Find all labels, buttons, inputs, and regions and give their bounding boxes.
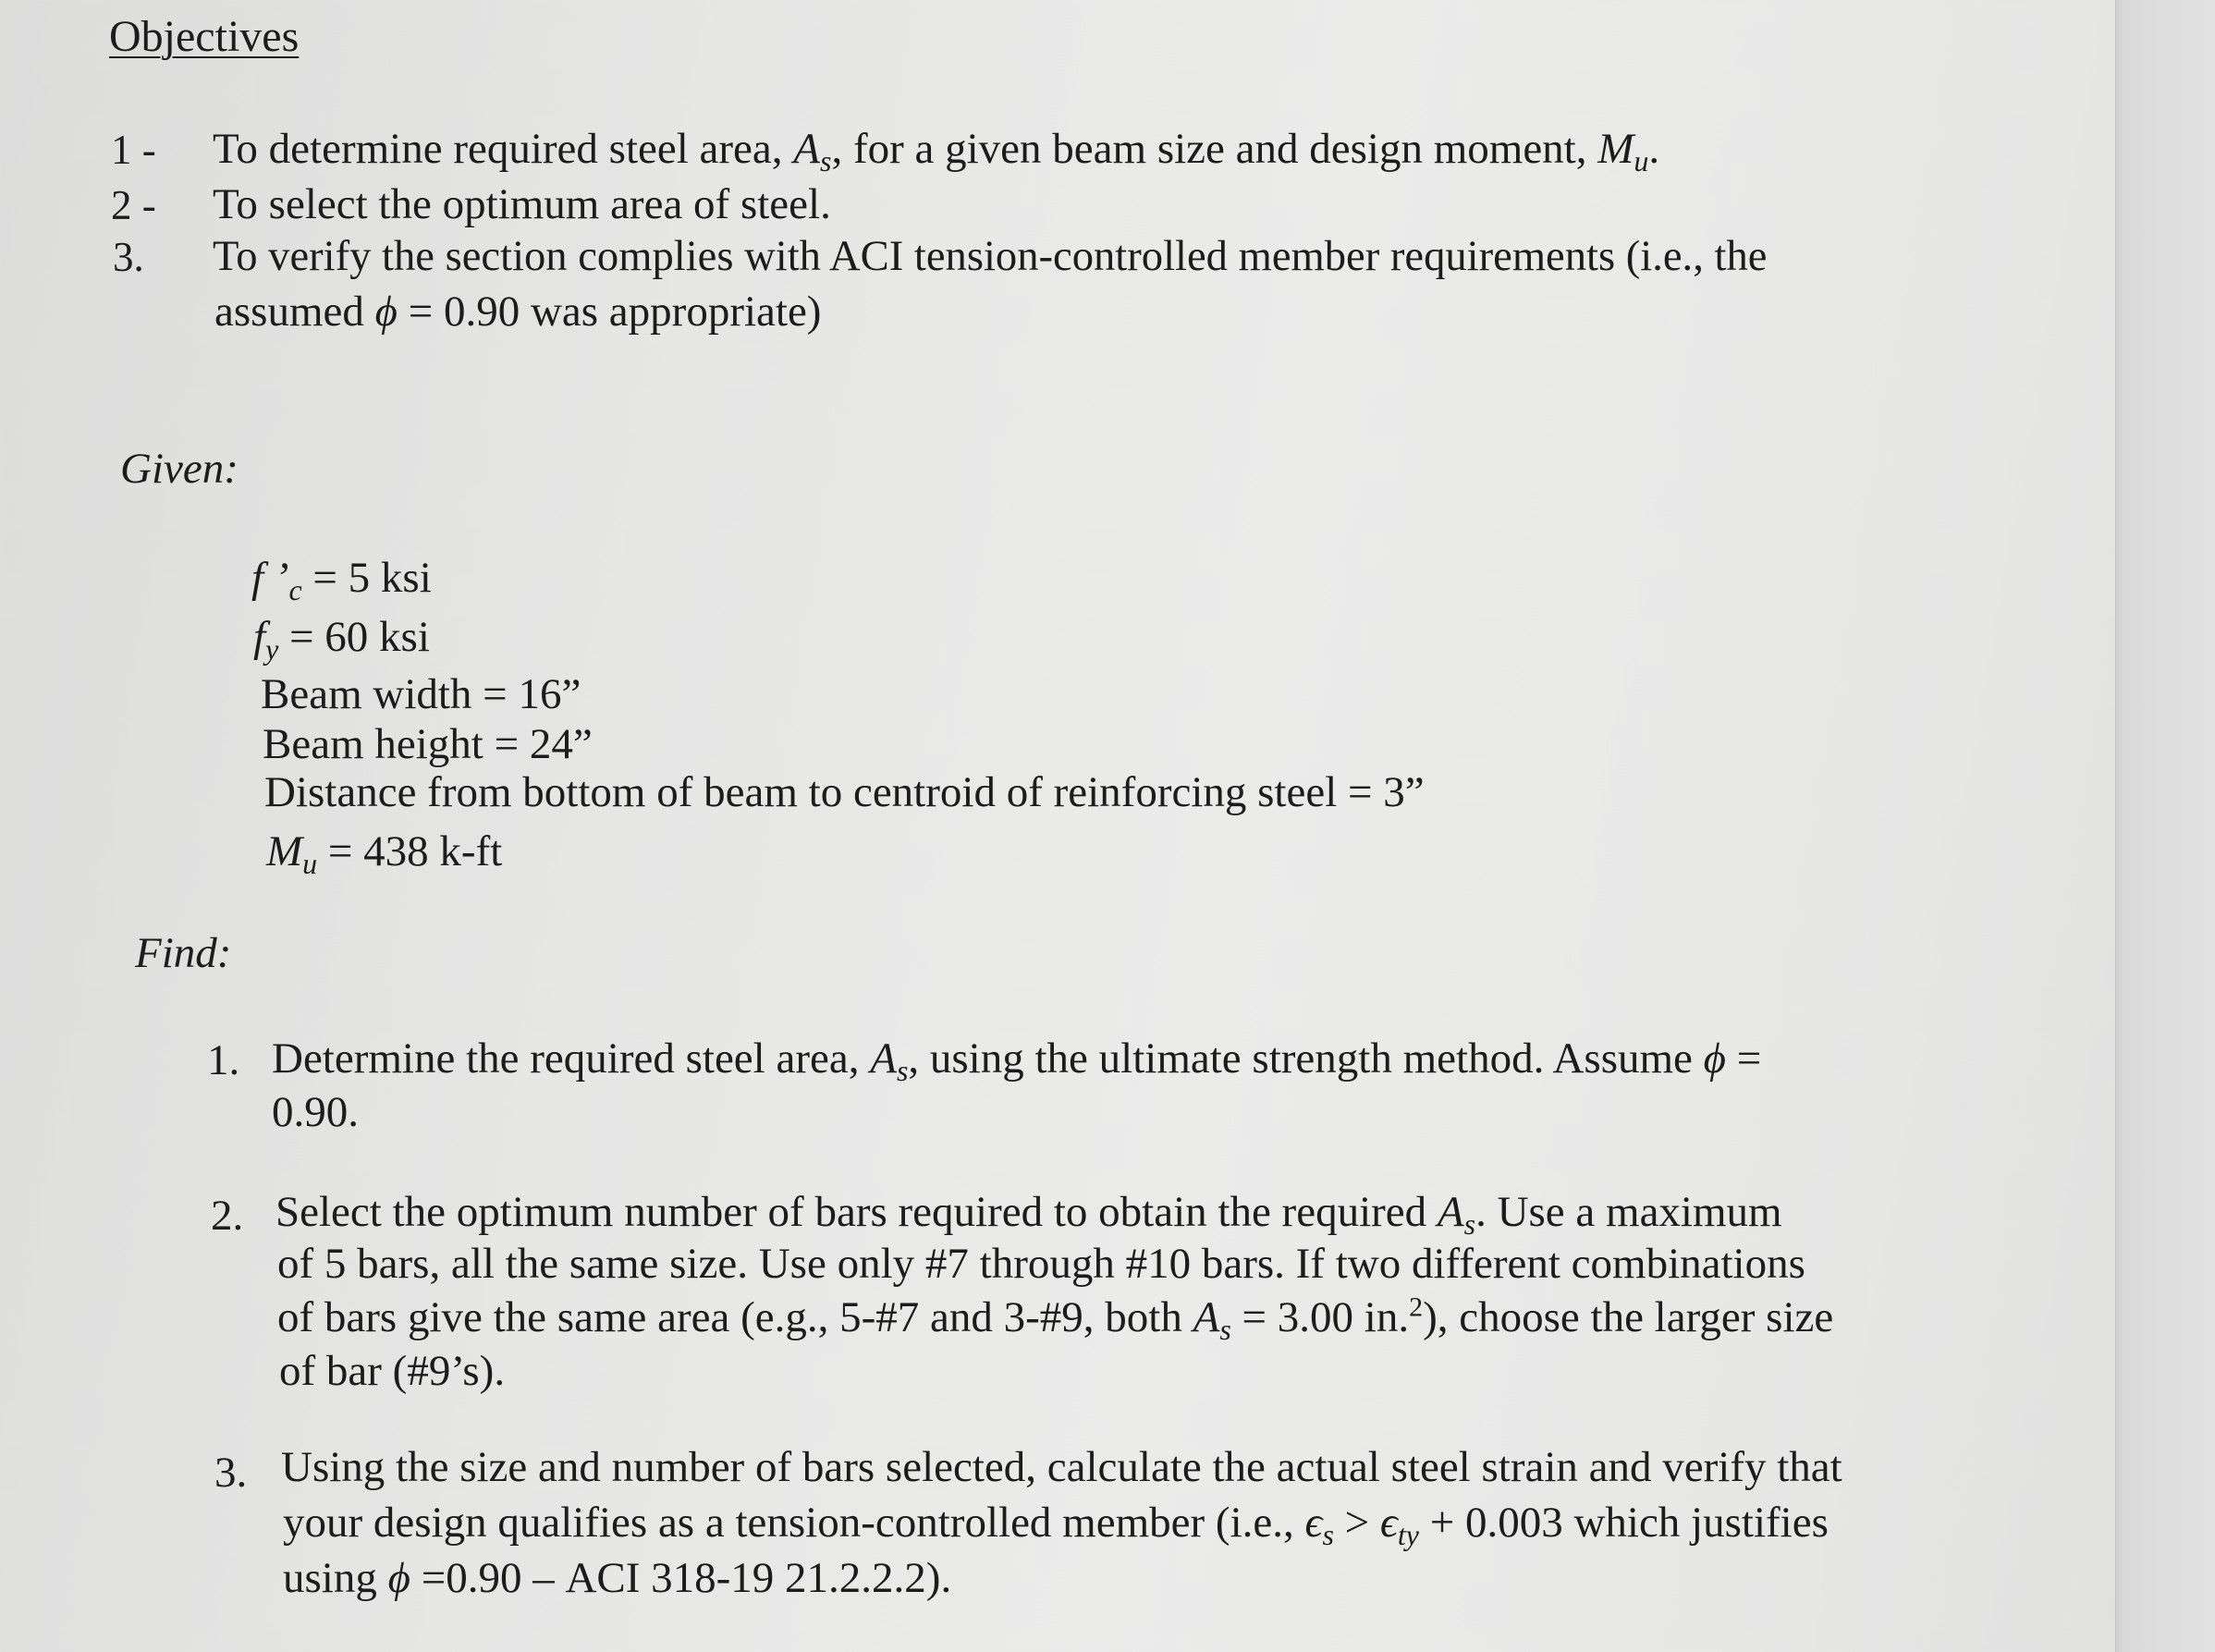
question-3-line-2: your design qualifies as a tension-controlled member (i.e., $\epsilon_s > \epsilon_{ty} + 0.003$ which justifies [283, 1499, 1829, 1551]
objective-3-line-1: To verify the section complies with ACI tension-controlled member requirements (i.e., the [213, 232, 1768, 280]
question-2-line-2: of 5 bars, all the same size. Use only #7 through #10 bars. If two different combinations [277, 1240, 1805, 1288]
given-fy: $f_y = 60$ ksi [253, 613, 430, 666]
question-1-number: 1. [207, 1036, 240, 1084]
question-1-line-1: Determine the required steel area, $A_s$, using the ultimate strength method. Assume ϕ = [272, 1034, 1762, 1087]
given-distance: Distance from bottom of beam to centroid of reinforcing steel = 3” [264, 768, 1425, 816]
objective-3-number: 3. [113, 234, 144, 280]
question-2-number: 2. [211, 1192, 244, 1240]
question-3-number: 3. [214, 1449, 248, 1497]
given-fc: f $’_c = 5$ ksi [251, 554, 432, 606]
question-3-line-3: using ϕ =0.90 – ACI 318-19 21.2.2.2). [283, 1554, 952, 1602]
question-1-line-2: 0.90. [272, 1088, 359, 1136]
objective-1-text: To determine required steel area, $A_s$, for a given beam size and design moment, $M_u$. [213, 125, 1660, 177]
question-3-line-1: Using the size and number of bars selected, calculate the actual steel strain and verify that [281, 1443, 1842, 1491]
given-beam-width: Beam width = 16” [261, 670, 581, 718]
question-2-line-1: Select the optimum number of bars required to obtain the required $A_s$. Use a maximum [275, 1188, 1782, 1241]
find-heading: Find: [135, 929, 232, 977]
objective-2-text: To select the optimum area of steel. [213, 180, 831, 228]
question-2-line-3: of bars give the same area (e.g., 5-#7 and 3-#9, both $A_s = 3.00$ in.$^2$), choose the larger size [277, 1291, 1834, 1346]
objective-2-number: 2 - [111, 182, 156, 228]
objectives-title: Objectives [109, 12, 300, 61]
question-2-line-4: of bar (#9’s). [279, 1347, 506, 1395]
given-beam-height: Beam height = 24” [263, 720, 593, 768]
given-heading: Given: [120, 445, 239, 493]
given-mu: $M_u = 438$ k-ft [266, 827, 503, 880]
objective-1-number: 1 - [111, 127, 156, 173]
objective-3-line-2: assumed ϕ = 0.90 was appropriate) [214, 288, 822, 336]
page-edge-shadow [2115, 0, 2215, 1652]
